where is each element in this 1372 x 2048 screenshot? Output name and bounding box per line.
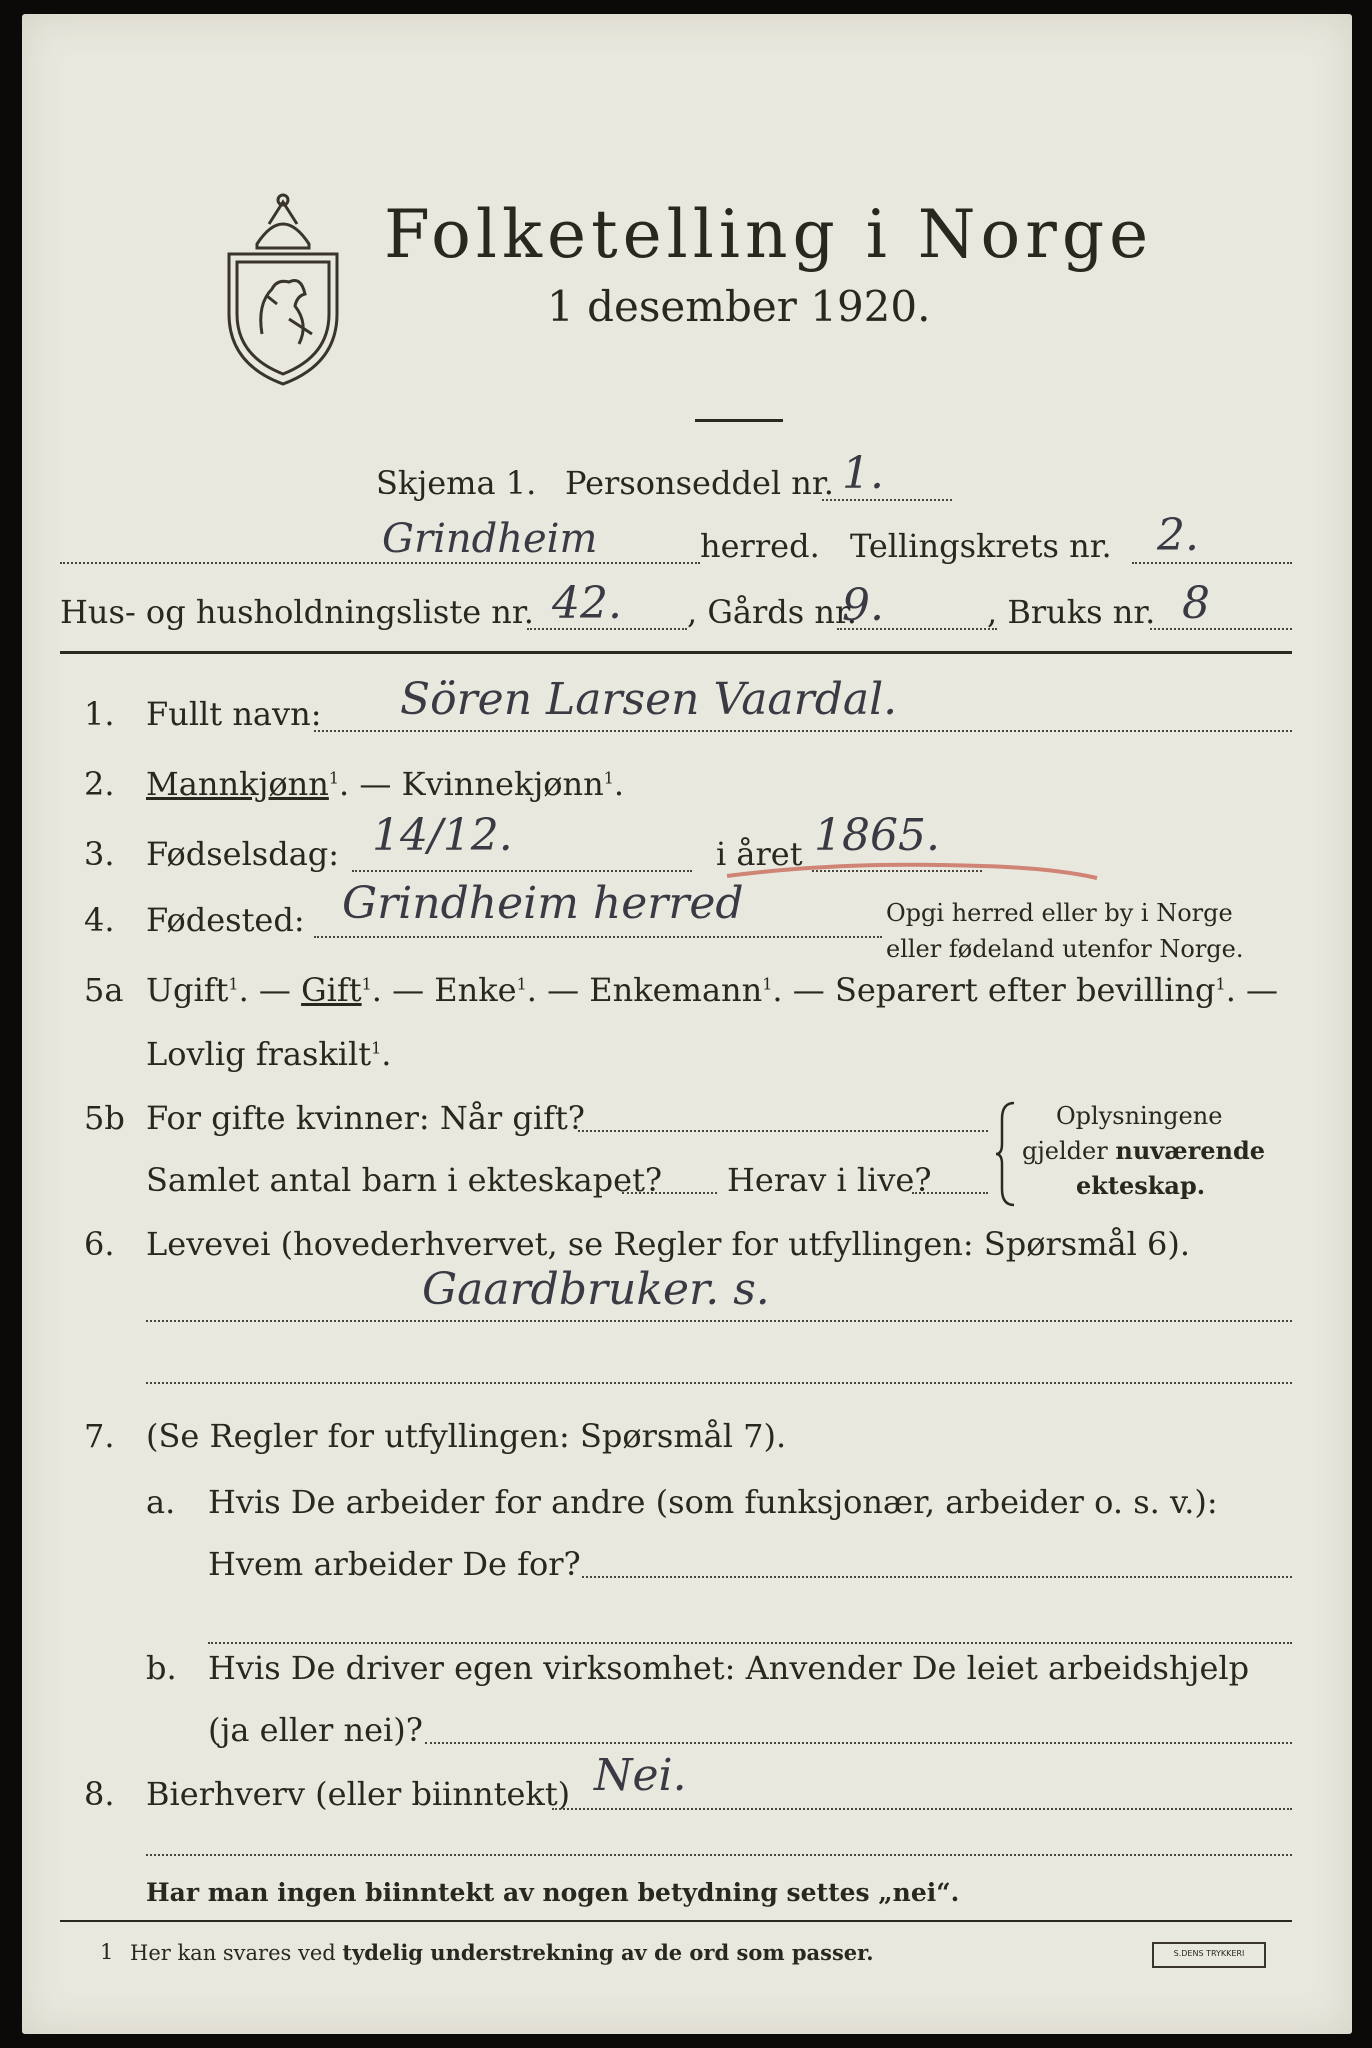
q3-year-label: i året: [716, 835, 803, 873]
q5b-herav: Herav i live?: [727, 1161, 932, 1199]
q5b-note-3: ekteskap.: [1076, 1171, 1206, 1200]
red-pencil-mark: [722, 856, 1102, 886]
q7-label: (Se Regler for utfyllingen: Spørsmål 7).: [146, 1417, 787, 1455]
footnote: Her kan svares ved tydelig understrekning av de ord som passer.: [130, 1940, 874, 1965]
gards-label: , Gårds nr.: [687, 593, 857, 631]
q8-num: 8.: [84, 1775, 115, 1813]
q7b-line2: (ja eller nei)?: [208, 1711, 423, 1749]
herred-label: herred.: [700, 527, 820, 565]
q8-line: [552, 1808, 1292, 1810]
q3-year-value: 1865.: [814, 810, 940, 861]
header-rule: [60, 651, 1292, 654]
bruks-value: 8: [1182, 578, 1210, 629]
q5b-line2: Samlet antal barn i ekteskapet?: [146, 1161, 663, 1199]
footer-note: Har man ingen biinntekt av nogen betydning settes „nei“.: [146, 1878, 960, 1907]
q8-line2: [146, 1854, 1292, 1856]
footnote-mark: 1: [100, 1940, 114, 1964]
q6-line1: [146, 1320, 1292, 1322]
q5b-line1-dots: [578, 1130, 988, 1132]
q4-note-1: Opgi herred eller by i Norge: [886, 899, 1233, 927]
q6-value: Gaardbruker. s.: [422, 1264, 770, 1315]
tellingskrets-line: [1132, 562, 1292, 564]
skjema-label: Skjema 1.: [376, 464, 537, 502]
q3-num: 3.: [84, 835, 115, 873]
personseddel-line: [822, 499, 952, 501]
q7a-line2: Hvem arbeider De for?: [208, 1545, 581, 1583]
tellingskrets-label: Tellingskrets nr.: [850, 527, 1112, 565]
q5b-note-1: Oplysningene: [1056, 1102, 1223, 1130]
q4-label: Fødested:: [146, 901, 305, 939]
brace-icon: [994, 1099, 1018, 1209]
q1-line: [314, 730, 1292, 732]
form-date: 1 desember 1920.: [547, 282, 931, 331]
tellingskrets-value: 2.: [1157, 510, 1199, 561]
q5b-num: 5b: [84, 1099, 125, 1137]
q7a-line1: Hvis De arbeider for andre (som funksjonær, arbeider o. s. v.):: [208, 1483, 1218, 1521]
q7-num: 7.: [84, 1417, 115, 1455]
q4-value: Grindheim herred: [342, 878, 744, 929]
hus-label: Hus- og husholdningsliste nr.: [60, 593, 534, 631]
q6-line2: [146, 1382, 1292, 1384]
q5b-note-2: gjelder nuværende: [1022, 1136, 1266, 1165]
q7b-num: b.: [146, 1649, 177, 1687]
printer-stamp: S.DENS TRYKKERI: [1152, 1942, 1266, 1968]
q5b-line1: For gifte kvinner: Når gift?: [146, 1099, 585, 1137]
herred-value: Grindheim: [382, 516, 598, 562]
herred-line: [60, 562, 700, 564]
bruks-label: , Bruks nr.: [987, 593, 1156, 631]
q4-num: 4.: [84, 901, 115, 939]
q5b-line2-dots: [622, 1192, 717, 1194]
census-form: [22, 14, 1352, 2034]
q7b-line2-dots: [425, 1742, 1292, 1744]
q2-options: Mannkjønn$^1$. — Kvinnekjønn$^1$.: [146, 765, 625, 803]
coat-of-arms-icon: [217, 184, 349, 394]
q1-label: Fullt navn:: [146, 695, 322, 733]
footer-rule: [60, 1920, 1292, 1922]
hus-value: 42.: [552, 578, 622, 629]
q3-line: [352, 870, 692, 872]
q2-kvinne: Kvinnekjønn: [401, 765, 604, 803]
q4-note-2: eller fødeland utenfor Norge.: [886, 935, 1244, 963]
gards-value: 9.: [842, 580, 884, 631]
q7b-line1: Hvis De driver egen virksomhet: Anvender De leiet arbeidshjelp: [208, 1649, 1250, 1687]
q5a-num: 5a: [84, 971, 124, 1009]
q2-mann: Mannkjønn: [146, 765, 329, 803]
q8-value: Nei.: [594, 1750, 687, 1801]
q6-label: Levevei (hovederhvervet, se Regler for utfyllingen: Spørsmål 6).: [146, 1225, 1191, 1263]
title-divider: [695, 419, 783, 422]
bruks-line: [1150, 628, 1292, 630]
form-title: Folketelling i Norge: [384, 196, 1154, 273]
q4-line: [314, 936, 882, 938]
q1-value: Sören Larsen Vaardal.: [400, 674, 898, 725]
q7a-num: a.: [146, 1483, 176, 1521]
q6-num: 6.: [84, 1225, 115, 1263]
q1-num: 1.: [84, 695, 115, 733]
q7a-line2-dots: [582, 1576, 1292, 1578]
q8-label: Bierhverv (eller biinntekt): [146, 1775, 571, 1813]
q3-value: 14/12.: [372, 810, 513, 861]
q2-num: 2.: [84, 765, 115, 803]
personseddel-value: 1.: [842, 448, 884, 499]
q7a-line3-dots: [208, 1642, 1292, 1644]
q5a-fraskilt: Lovlig fraskilt$^1$.: [146, 1035, 392, 1073]
q3-label: Fødselsdag:: [146, 835, 340, 873]
personseddel-label: Personseddel nr.: [565, 464, 834, 502]
q5b-herav-dots: [912, 1192, 988, 1194]
q5a-options: Ugift$^1$. — Gift$^1$. — Enke$^1$. — Enkemann$^1$. — Separert efter bevilling$^1$. —: [146, 971, 1279, 1009]
